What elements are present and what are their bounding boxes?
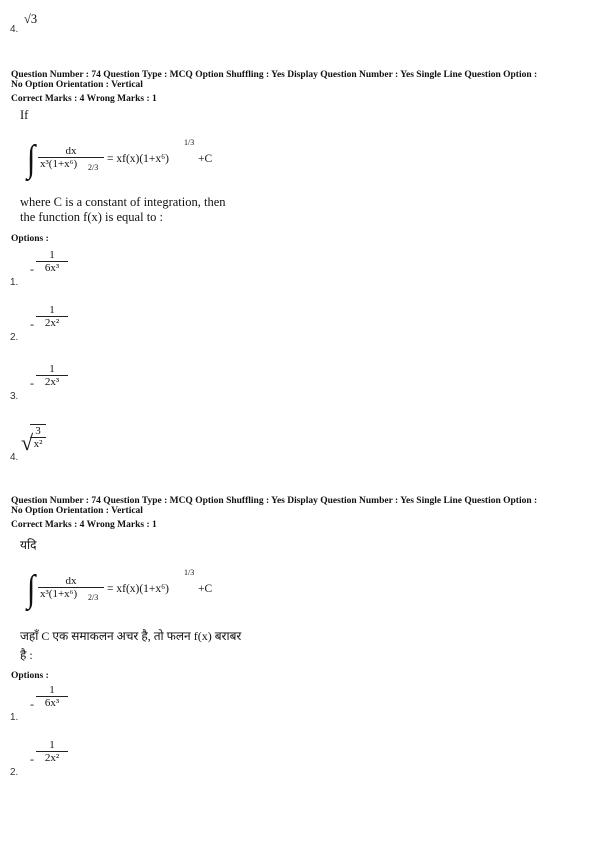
option-num: 3 [35,425,41,437]
hi-marks: Correct Marks : 4 Wrong Marks : 1 [11,520,157,530]
hi-rhs-tail: +C [198,583,213,595]
hi-header-line1: Question Number : 74 Question Type : MCQ Option Shuffling : Yes Display Question Number : Yes Single Line Question Option : [11,496,538,506]
en-line2: the function f(x) is equal to : [20,210,164,224]
option-number: 3. [10,391,19,402]
option-num: 1 [49,249,55,261]
en-rhs-tail: +C [198,153,213,165]
en-integral-num: dx [65,145,77,157]
option-sign: - [30,752,34,766]
option-den: 6x³ [36,261,68,274]
option-den: 6x³ [36,696,68,709]
hi-integral-den: x³(1+x⁶) [40,588,78,600]
en-intro: If [20,108,29,122]
option-num: 1 [49,304,55,316]
en-integral-den: x³(1+x⁶) [40,158,78,170]
option-number: 2. [10,767,19,778]
option-number: 2. [10,332,19,343]
option-sign: - [30,697,34,711]
top-option-number: 4. [10,24,19,35]
hi-header-line2: No Option Orientation : Vertical [11,506,143,516]
en-integral-rhs: = xf(x)(1+x⁶) [107,153,170,165]
hi-intro: यदि [20,538,37,552]
hi-options-label: Options : [11,671,49,681]
hi-rhs-exp: 1/3 [184,568,195,577]
hi-integral-den-exp: 2/3 [88,593,99,602]
hi-integral-num: dx [65,575,77,587]
option-den: 2x² [36,316,68,329]
option-number: 1. [10,277,19,288]
option-den: 2x² [36,751,68,764]
en-header-line2: No Option Orientation : Vertical [11,80,143,90]
option-den: 2x³ [36,375,68,388]
option-sign: - [30,262,34,276]
en-integral-den-exp: 2/3 [88,163,99,172]
option-sign: - [30,376,34,390]
option-number: 4. [10,452,19,463]
option-number: 1. [10,712,19,723]
option-num: 1 [49,684,55,696]
en-line1: where C is a constant of integration, then [20,195,226,209]
option-den: x² [30,437,46,450]
integral-sign: ∫ [27,138,36,180]
sqrt-icon: √ [21,430,34,455]
en-marks: Correct Marks : 4 Wrong Marks : 1 [11,94,157,104]
hi-integral-rhs: = xf(x)(1+x⁶) [107,583,170,595]
top-option-value: √3 [24,12,38,26]
en-header-line1: Question Number : 74 Question Type : MCQ Option Shuffling : Yes Display Question Number : Yes Single Line Question Option : [11,70,538,80]
hi-line1: जहाँ C एक समाकलन अचर है, तो फलन f(x) बराबर [20,629,242,643]
option-num: 1 [49,739,55,751]
integral-sign: ∫ [27,568,36,610]
option-num: 1 [49,363,55,375]
en-rhs-exp: 1/3 [184,138,195,147]
en-options-label: Options : [11,234,49,244]
option-sign: - [30,317,34,331]
hi-line2: है : [20,648,33,662]
